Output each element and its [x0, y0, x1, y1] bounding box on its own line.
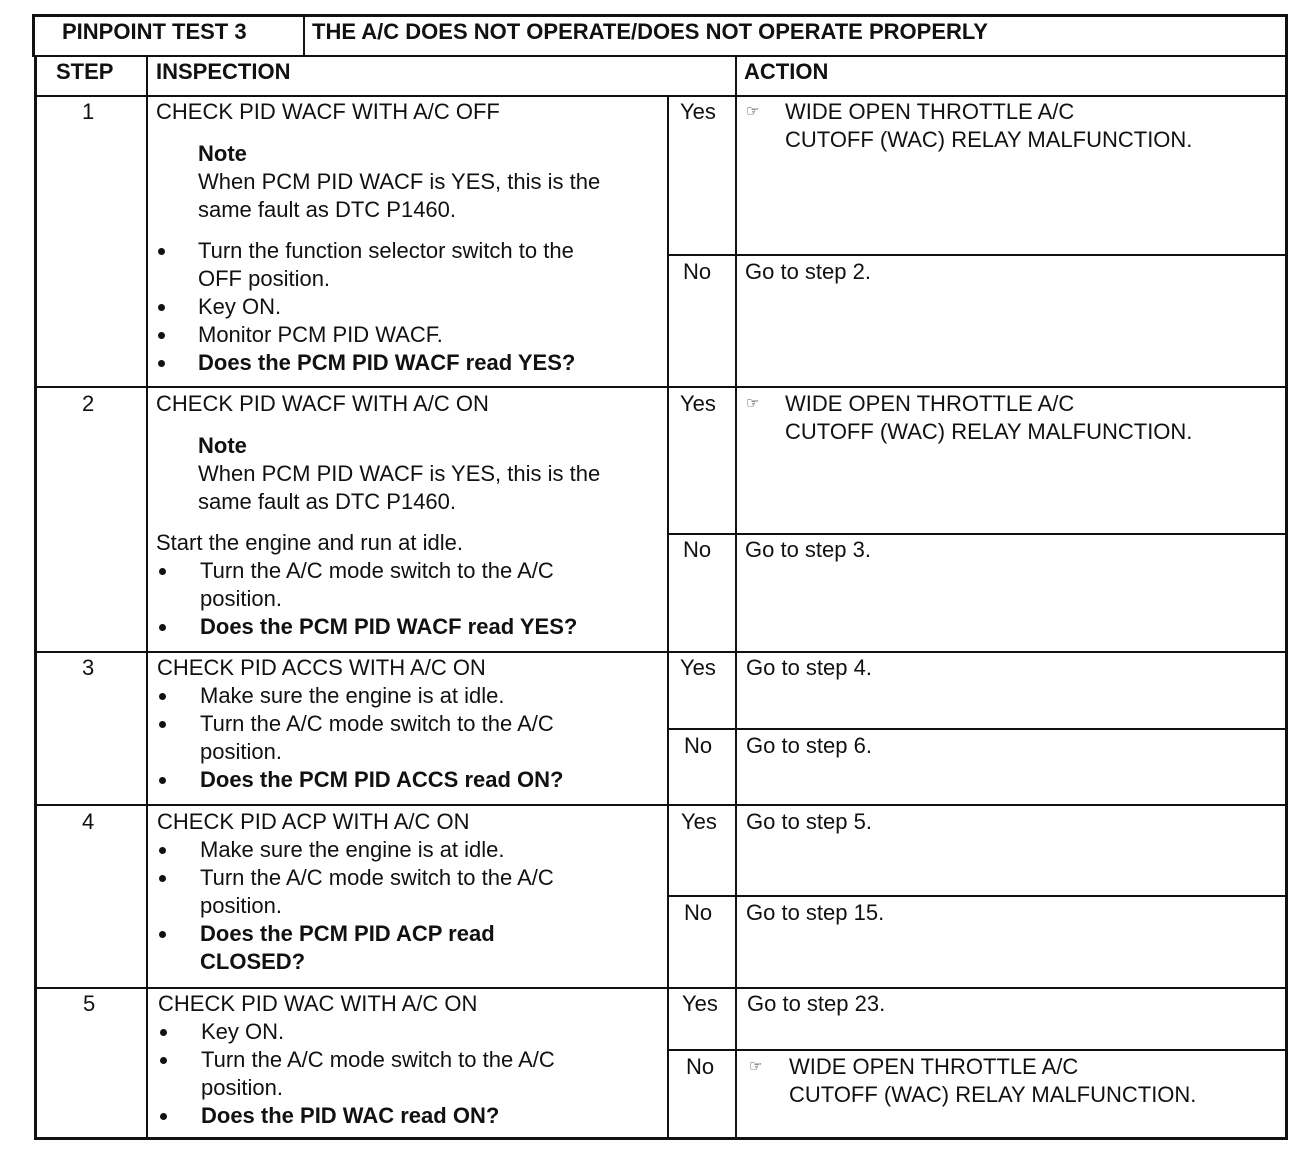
header-bottom-line — [34, 95, 1288, 97]
step-number: 2 — [82, 391, 95, 416]
bullet-icon — [158, 360, 165, 367]
yes-action: WIDE OPEN THROTTLE A/C — [785, 99, 1075, 124]
table-border-top — [32, 14, 1288, 17]
bullet-icon — [159, 875, 166, 882]
note-text: When PCM PID WACF is YES, this is the — [198, 169, 601, 194]
bullet-icon — [158, 248, 165, 255]
yes-action: Go to step 5. — [746, 809, 872, 834]
column-header-step: STEP — [56, 59, 114, 84]
step-number: 4 — [82, 809, 95, 834]
question-text: Does the PCM PID WACF read YES? — [200, 614, 578, 639]
question-text: Does the PCM PID ACP read — [200, 921, 495, 946]
step-separator — [34, 651, 1288, 653]
yes-no-separator — [667, 895, 1288, 897]
step-separator — [34, 386, 1288, 388]
yes-no-separator — [667, 533, 1288, 535]
yes-no-separator — [667, 254, 1288, 256]
no-action: CUTOFF (WAC) RELAY MALFUNCTION. — [789, 1082, 1197, 1107]
no-action: Go to step 3. — [745, 537, 871, 562]
instruction-text: Make sure the engine is at idle. — [200, 683, 505, 708]
no-label: No — [683, 259, 712, 284]
test-label: PINPOINT TEST 3 — [62, 19, 247, 44]
pointing-hand-icon: ☞ — [746, 395, 760, 412]
note-text: When PCM PID WACF is YES, this is the — [198, 461, 601, 486]
question-text: CLOSED? — [200, 949, 306, 974]
pointing-hand-icon: ☞ — [749, 1058, 763, 1075]
bullet-icon — [159, 693, 166, 700]
title-bottom-line — [32, 55, 1288, 57]
bullet-icon — [160, 1057, 167, 1064]
action-column-divider — [735, 57, 737, 1140]
question-text: Does the PID WAC read ON? — [201, 1103, 500, 1128]
instruction-text: position. — [201, 1075, 283, 1100]
step-number: 1 — [82, 99, 95, 124]
test-description: THE A/C DOES NOT OPERATE/DOES NOT OPERATE PROPERLY — [312, 19, 988, 44]
table-border-left — [32, 14, 35, 57]
bullet-icon — [160, 1029, 167, 1036]
instruction-text: Turn the A/C mode switch to the A/C — [200, 865, 554, 890]
instruction-text: position. — [200, 586, 282, 611]
question-text: Does the PCM PID ACCS read ON? — [200, 767, 564, 792]
question-text: Does the PCM PID WACF read YES? — [198, 350, 576, 375]
bullet-icon — [160, 1113, 167, 1120]
table-border-bottom — [34, 1137, 1288, 1140]
no-action: Go to step 6. — [746, 733, 872, 758]
instruction-text: Turn the A/C mode switch to the A/C — [200, 711, 554, 736]
no-label: No — [686, 1054, 715, 1079]
table-border-left — [34, 57, 37, 1140]
instruction-text: Key ON. — [201, 1019, 285, 1044]
bullet-icon — [159, 777, 166, 784]
step-column-divider — [146, 57, 148, 1140]
bullet-icon — [159, 624, 166, 631]
note-text: same fault as DTC P1460. — [198, 489, 457, 514]
column-header-action: ACTION — [744, 59, 829, 84]
column-header-inspection: INSPECTION — [156, 59, 291, 84]
step-number: 5 — [83, 991, 96, 1016]
no-label: No — [684, 733, 713, 758]
step-separator — [34, 987, 1288, 989]
bullet-icon — [159, 568, 166, 575]
step-heading: CHECK PID ACP WITH A/C ON — [157, 809, 470, 834]
step-heading: CHECK PID WACF WITH A/C ON — [156, 391, 489, 416]
bullet-icon — [159, 847, 166, 854]
yes-action: CUTOFF (WAC) RELAY MALFUNCTION. — [785, 127, 1193, 152]
yes-action: WIDE OPEN THROTTLE A/C — [785, 391, 1075, 416]
bullet-icon — [158, 304, 165, 311]
yes-label: Yes — [680, 655, 716, 680]
yes-label: Yes — [682, 991, 718, 1016]
note-text: same fault as DTC P1460. — [198, 197, 457, 222]
instruction-text: position. — [200, 893, 282, 918]
no-action: WIDE OPEN THROTTLE A/C — [789, 1054, 1079, 1079]
instruction-text: Make sure the engine is at idle. — [200, 837, 505, 862]
instruction-text: Monitor PCM PID WACF. — [198, 322, 443, 347]
step-number: 3 — [82, 655, 95, 680]
no-label: No — [683, 537, 712, 562]
instruction-text: Turn the function selector switch to the — [198, 238, 574, 263]
no-action: Go to step 15. — [746, 900, 885, 925]
note-label: Note — [198, 141, 247, 166]
yes-action: Go to step 23. — [747, 991, 886, 1016]
no-action: Go to step 2. — [745, 259, 871, 284]
instruction-text: Turn the A/C mode switch to the A/C — [201, 1047, 555, 1072]
no-label: No — [684, 900, 713, 925]
yes-no-separator — [667, 728, 1288, 730]
instruction-text: Key ON. — [198, 294, 282, 319]
yes-no-separator — [667, 1049, 1288, 1051]
yes-label: Yes — [681, 809, 717, 834]
step-separator — [34, 804, 1288, 806]
bullet-icon — [159, 721, 166, 728]
step-heading: CHECK PID WAC WITH A/C ON — [158, 991, 478, 1016]
table-border-right — [1285, 14, 1288, 1140]
yes-label: Yes — [680, 391, 716, 416]
intro-text: Start the engine and run at idle. — [156, 530, 463, 555]
bullet-icon — [158, 332, 165, 339]
bullet-icon — [159, 931, 166, 938]
step-heading: CHECK PID ACCS WITH A/C ON — [157, 655, 486, 680]
note-label: Note — [198, 433, 247, 458]
yes-label: Yes — [680, 99, 716, 124]
instruction-text: position. — [200, 739, 282, 764]
instruction-text: Turn the A/C mode switch to the A/C — [200, 558, 554, 583]
yes-action: CUTOFF (WAC) RELAY MALFUNCTION. — [785, 419, 1193, 444]
title-divider — [303, 14, 305, 57]
instruction-text: OFF position. — [198, 266, 331, 291]
yes-action: Go to step 4. — [746, 655, 872, 680]
step-heading: CHECK PID WACF WITH A/C OFF — [156, 99, 500, 124]
pointing-hand-icon: ☞ — [746, 103, 760, 120]
